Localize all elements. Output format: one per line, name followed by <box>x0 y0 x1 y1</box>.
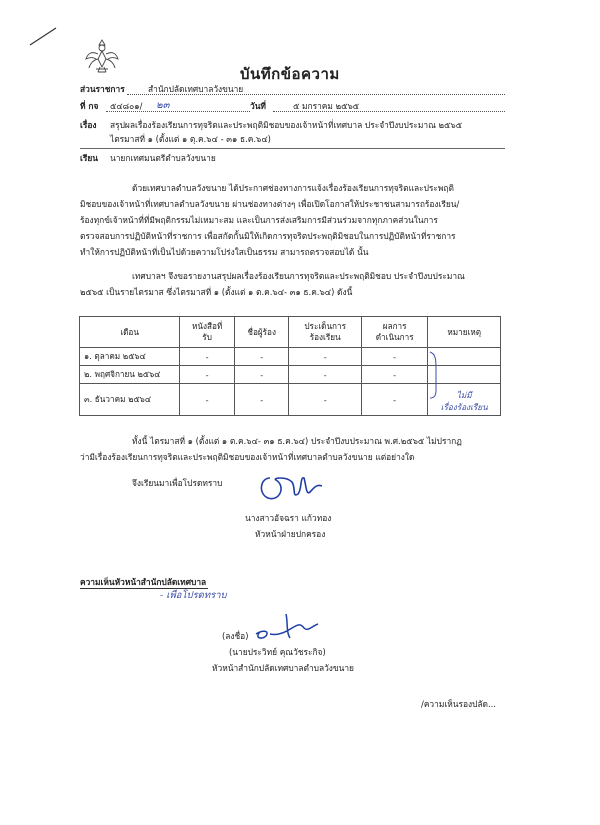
ref-handwritten: ๒๓ <box>156 100 170 111</box>
body-p2-line: เทศบาลฯ จึงขอรายงานสรุปผลเรื่องร้องเรียนการทุจริตและประพฤติมิชอบ ประจำปีงบประมาณ <box>132 271 465 281</box>
sign-prefix: (ลงชื่อ) <box>222 631 249 641</box>
continue-note: /ความเห็นรองปลัด... <box>421 699 496 709</box>
table-row: ๓. ธันวาคม ๒๕๖๔ - - - - ไม่มี เรื่องร้องเรียน <box>80 384 501 416</box>
date-label: วันที่ <box>250 101 266 111</box>
col-issue: ประเด็นการ ร้องเรียน <box>289 317 361 348</box>
col-letter-no: หนังสือที่ รับ <box>180 317 235 348</box>
body-p2-line: ๒๕๖๕ เป็นรายไตรมาส ซึ่งไตรมาสที่ ๑ (ตั้งแต่ ๑ ต.ค.๖๔- ๓๑ ธ.ค.๖๔) ดังนี้ <box>80 287 353 297</box>
signer1-name: นางสาวอัจฉรา แก้วทอง <box>245 513 332 523</box>
subject-label: เรื่อง <box>80 120 97 130</box>
body-p3-line: ทั้งนี้ ไตรมาสที่ ๑ (ตั้งแต่ ๑ ต.ค.๖๔- ๓๑ ธ.ค.๖๔) ประจำปีงบประมาณ พ.ศ.๒๕๖๕ ไม่ปรากฏ <box>132 436 462 446</box>
body-p3-line: ว่ามีเรื่องร้องเรียนการทุจริตและประพฤติมิชอบของเจ้าหน้าที่เทศบาลตำบลวังขนาย แต่อย่างใด <box>80 452 415 462</box>
subject-line1: สรุปผลเรื่องร้องเรียนการทุจริตและประพฤติมิชอบของเจ้าหน้าที่เทศบาล ประจำปีงบประมาณ ๒๕๖๕ <box>110 120 463 130</box>
to-label: เรียน <box>80 153 98 163</box>
body-p1-line: ด้วยเทศบาลตำบลวังขนาย ได้ประกาศช่องทางการแจ้งเรื่องร้องเรียนการทุจริตและประพฤติ <box>132 183 454 193</box>
closing-text: จึงเรียนมาเพื่อโปรดทราบ <box>132 478 223 488</box>
body-p1-line: ทำให้การปฏิบัติหน้าที่เป็นไปด้วยความโปร่งใสเป็นธรรม สามารถตรวจสอบได้ นั้น <box>80 247 369 257</box>
subject-line2: ไตรมาสที่ ๑ (ตั้งแต่ ๑ ตุ.ค.๖๔ - ๓๑ ธ.ค.๖๔) <box>110 134 271 144</box>
header-rule <box>80 148 505 149</box>
date-value: ๕ มกราคม ๒๕๖๕ <box>293 101 360 111</box>
page-title: บันทึกข้อความ <box>240 65 340 83</box>
signature-2 <box>252 608 322 648</box>
opinion-handwritten: - เพื่อโปรดทราบ <box>160 590 227 601</box>
remark-handwritten-2: เรื่องร้องเรียน <box>440 402 488 412</box>
garuda-emblem-icon <box>84 37 120 75</box>
remark-bracket-mark <box>428 350 440 400</box>
pen-mark <box>28 25 58 47</box>
dept-label: ส่วนราชการ <box>80 84 125 94</box>
signature-1 <box>252 468 332 508</box>
col-month: เดือน <box>80 317 180 348</box>
body-p1-line: ตรวจสอบการปฏิบัติหน้าที่ราชการ เพื่อสกัดกั้นมิให้เกิดการทุจริตประพฤติมิชอบในการปฏิบัติหน้าที่ราชการ <box>80 231 456 241</box>
table-header-row <box>80 317 501 348</box>
remark-handwritten-1: ไม่มี <box>456 390 472 400</box>
opinion-name: (นายประวิทย์ คุณวัชระกิจ) <box>229 647 326 657</box>
table-row: ๒. พฤศจิกายน ๒๕๖๔ - - - - <box>80 366 501 384</box>
table-row: ๑. ตุลาคม ๒๕๖๔ - - - - <box>80 348 501 366</box>
opinion-heading: ความเห็นหัวหน้าสำนักปลัดเทศบาล <box>80 577 207 587</box>
col-remark: หมายเหตุ <box>428 317 501 348</box>
opinion-position: หัวหน้าสำนักปลัดเทศบาลตำบลวังขนาย <box>212 663 354 673</box>
ref-value: ๕๔๘๐๑/ <box>110 101 143 111</box>
signer1-position: หัวหน้าฝ่ายปกครอง <box>255 529 326 539</box>
dept-value: สำนักปลัดเทศบาลวังขนาย <box>148 84 244 94</box>
ref-label: ที่ กจ <box>80 101 99 111</box>
body-p1-line: มิชอบของเจ้าหน้าที่เทศบาลตำบลวังขนาย ผ่านช่องทางต่างๆ เพื่อเปิดโอกาสให้ประชาชนสามารถร้องเรียน/ <box>80 199 460 209</box>
body-p1-line: ร้องทุกข์เจ้าหน้าที่ที่มีพฤติกรรมไม่เหมาะสม และเป็นการส่งเสริมการมีส่วนร่วมจากทุกภาคส่วนในการ <box>80 215 438 225</box>
col-complainant: ชื่อผู้ร้อง <box>234 317 289 348</box>
col-result: ผลการ ดำเนินการ <box>361 317 427 348</box>
to-value: นายกเทศมนตรีตำบลวังขนาย <box>110 153 216 163</box>
